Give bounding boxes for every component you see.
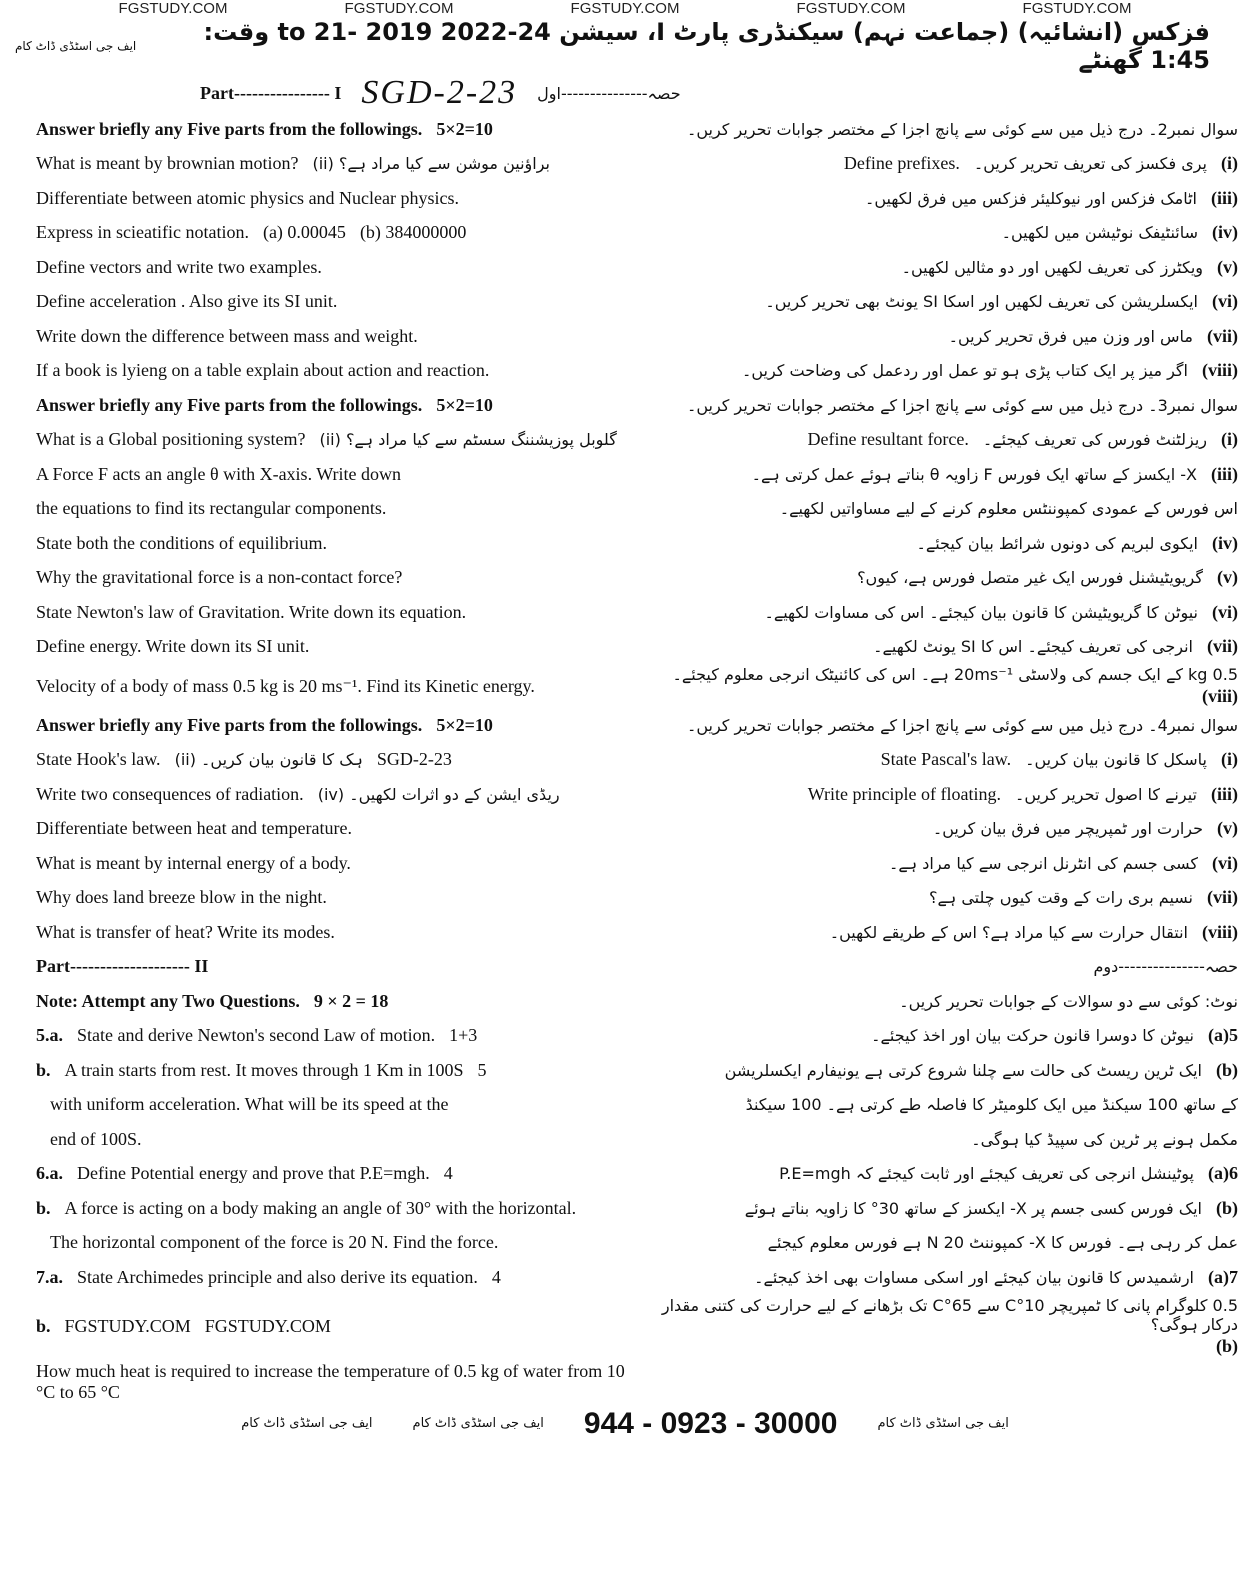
english-text: What is meant by brownian motion? [36, 153, 299, 174]
question-row [0, 1295, 1250, 1358]
english-text: What is meant by internal energy of a body. [36, 852, 351, 873]
section-heading [0, 984, 1250, 1019]
part-number: (iv) [1212, 532, 1238, 553]
part-number: (v) [1217, 256, 1238, 277]
question-right [645, 429, 1238, 450]
part-number: (viii) [1202, 686, 1238, 706]
urdu-text: براؤنین موشن سے کیا مراد ہے؟ (ii) [312, 154, 550, 174]
question-right [645, 716, 1238, 735]
question-left [36, 360, 629, 381]
question-right [645, 1198, 1238, 1219]
question-row [0, 561, 1250, 596]
question-right [645, 602, 1238, 623]
question-right [645, 1267, 1238, 1288]
question-row [0, 1122, 1250, 1157]
paper-title: فزکس (انشائیہ) (جماعت نہم) سیکنڈری پارٹ I، سیشن 24-2022 to 21- 2019 وقت: 1:45 گھنٹے [203, 18, 1210, 74]
paper-header [0, 18, 1250, 74]
urdu-text: 0.5 kg کے ایک جسم کی ولاسٹی 20ms⁻¹ ہے۔ اس کی کائنیٹک انرجی معلوم کیجئے۔ [672, 665, 1238, 684]
urdu-text: ایکوی لبریم کی دونوں شرائط بیان کیجئے۔ [916, 533, 1198, 553]
english-text: Write principle of floating. [807, 783, 1001, 804]
urdu-text: انتقال حرارت سے کیا مراد ہے؟ اس کے طریقے لکھیں۔ [829, 922, 1188, 942]
urdu-text: سوال نمبر3۔ درج ذیل میں سے کوئی سے پانچ اجزا کے مختصر جوابات تحریر کریں۔ [686, 395, 1238, 415]
urdu-text: سوال نمبر2۔ درج ذیل میں سے کوئی سے پانچ اجزا کے مختصر جوابات تحریر کریں۔ [686, 119, 1238, 139]
question-row [0, 1019, 1250, 1054]
part-number: (viii) [1202, 360, 1238, 381]
part-number: (viii) [1202, 921, 1238, 942]
english-text: Define Potential energy and prove that P.E=mgh. [77, 1163, 430, 1184]
question-row [0, 423, 1250, 458]
question-right [645, 818, 1238, 839]
question-left [36, 1129, 629, 1150]
urdu-text: حصہ---------------دوم [1093, 957, 1238, 977]
question-left [36, 715, 629, 736]
english-text: 5×2=10 [436, 394, 493, 415]
urdu-text: نسیم بری رات کے وقت کیوں چلتی ہے؟ [929, 888, 1193, 908]
question-right [645, 922, 1238, 943]
question-row [0, 1226, 1250, 1261]
question-left [36, 922, 629, 943]
question-left [36, 887, 629, 908]
question-left [36, 1025, 629, 1046]
section-heading [0, 388, 1250, 423]
english-text: 5×2=10 [436, 118, 493, 139]
urdu-text: اٹامک فزکس اور نیوکلیئر فزکس میں فرق لکھیں۔ [864, 188, 1197, 208]
question-left [36, 153, 629, 174]
question-left [36, 257, 629, 278]
urdu-text: ایک فورس کسی جسم پر X- ایکسز کے ساتھ 30° کا زاویہ بناتے ہوئے [744, 1198, 1202, 1218]
question-row [0, 147, 1250, 182]
english-text: 5 [477, 1059, 487, 1080]
question-right [645, 853, 1238, 874]
question-left [36, 119, 629, 140]
urdu-text: ماس اور وزن میں فرق تحریر کریں۔ [948, 326, 1193, 346]
english-text: What is a Global positioning system? [36, 429, 306, 450]
part-number: (iii) [1211, 783, 1238, 804]
question-right [645, 257, 1238, 278]
question-right [645, 533, 1238, 554]
part-label: Part---------------- I [200, 82, 342, 103]
question-number: 5.a. [36, 1025, 63, 1046]
part-number: (v) [1217, 567, 1238, 588]
urdu-text: کسی جسم کی انٹرنل انرجی سے کیا مراد ہے۔ [889, 853, 1198, 873]
question-right [645, 1233, 1238, 1252]
english-text: Define resultant force. [807, 429, 969, 450]
question-left [36, 1267, 629, 1288]
question-left [36, 1232, 629, 1253]
english-text: the equations to find its rectangular components. [36, 498, 387, 519]
part-number: (vii) [1207, 325, 1238, 346]
part-number: (vi) [1212, 852, 1238, 873]
question-number: b. [36, 1059, 51, 1080]
question-right [645, 957, 1238, 976]
question-row [0, 1358, 1250, 1404]
question-right [645, 1095, 1238, 1114]
english-text: Differentiate between atomic physics and Nuclear physics. [36, 187, 460, 208]
question-row [0, 492, 1250, 527]
english-text: FGSTUDY.COM [204, 1315, 331, 1336]
part-number: (a)7 [1208, 1266, 1238, 1287]
urdu-text: نیوٹن کا دوسرا قانون حرکت بیان اور اخذ کیجئے۔ [871, 1026, 1194, 1046]
english-text: State and derive Newton's second Law of motion. [77, 1025, 436, 1046]
urdu-text: اگر میز پر ایک کتاب پڑی ہو تو عمل اور ردعمل کی وضاحت کریں۔ [741, 361, 1188, 381]
question-right [645, 887, 1238, 908]
part-number: (vi) [1212, 291, 1238, 312]
question-number: b. [36, 1315, 51, 1336]
english-text: Define prefixes. [843, 153, 960, 174]
question-row [0, 881, 1250, 916]
urdu-text: 0.5 کلوگرام پانی کا ٹمپریچر 10°C سے 65°C تک بڑھانے کے لیے حرارت کی کتنی مقدار درکار ہوگی؟ [661, 1295, 1238, 1334]
english-text: SGD-2-23 [376, 749, 452, 770]
part-number: (b) [1216, 1335, 1238, 1356]
question-row [0, 595, 1250, 630]
question-row [0, 743, 1250, 778]
english-text: Answer briefly any Five parts from the followings. [36, 118, 423, 139]
question-left [36, 326, 629, 347]
english-text: A force is acting on a body making an angle of 30° with the horizontal. [64, 1197, 577, 1218]
question-number: b. [36, 1197, 51, 1218]
urdu-text: گلوبل پوزیشننگ سسٹم سے کیا مراد ہے؟ (ii) [319, 430, 617, 450]
watermark-text: FGSTUDY.COM [796, 0, 906, 17]
part-number: (vi) [1212, 601, 1238, 622]
english-text: Define vectors and write two examples. [36, 256, 322, 277]
urdu-text: ویکٹرز کی تعریف لکھیں اور دو مثالیں لکھیں۔ [901, 257, 1203, 277]
question-row [0, 846, 1250, 881]
english-text: State Newton's law of Gravitation. Write down its equation. [36, 601, 467, 622]
footer-watermark: ایف جی اسٹڈی ڈاٹ کام [412, 1416, 544, 1431]
question-left [36, 291, 629, 312]
question-left [36, 636, 629, 657]
question-left [36, 464, 629, 485]
question-row [0, 1260, 1250, 1295]
urdu-text: ریڈی ایشن کے دو اثرات لکھیں۔ (iv) [317, 784, 560, 804]
question-right [645, 188, 1238, 209]
question-right [645, 749, 1238, 770]
question-left [36, 818, 629, 839]
english-text: with uniform acceleration. What will be its speed at the [50, 1094, 449, 1115]
urdu-text: ایک ٹرین ریسٹ کی حالت سے چلنا شروع کرتی ہے یونیفارم ایکسلریشن [724, 1060, 1202, 1080]
question-row [0, 285, 1250, 320]
english-text: Express in scieatific notation. [36, 222, 249, 243]
question-right [645, 992, 1238, 1011]
part-label-urdu: حصہ---------------اول [537, 83, 681, 103]
footer-watermark: ایف جی اسٹڈی ڈاٹ کام [877, 1416, 1009, 1431]
part-number: (i) [1221, 153, 1238, 174]
urdu-text: X- ایکسز کے ساتھ ایک فورس F زاویہ θ بناتے ہوئے عمل کرتی ہے۔ [751, 464, 1197, 484]
urdu-text: عمل کر رہی ہے۔ فورس کا X- کمپوننٹ N 20 ہے فورس معلوم کیجئے [767, 1233, 1238, 1253]
watermark-text: FGSTUDY.COM [570, 0, 680, 17]
question-row [0, 354, 1250, 389]
english-text: Write two consequences of radiation. [36, 783, 304, 804]
question-left [36, 1060, 629, 1081]
urdu-text: نیوٹن کا گریویٹیشن کا قانون بیان کیجئے۔ اس کی مساوات لکھیے۔ [764, 602, 1198, 622]
paper-code: SGD-2-23 [361, 74, 518, 111]
english-text: State Archimedes principle and also derive its equation. [77, 1266, 478, 1287]
question-right [645, 291, 1238, 312]
question-left [36, 1163, 629, 1184]
part-number: (i) [1221, 429, 1238, 450]
question-left [36, 602, 629, 623]
urdu-text: ایکسلریشن کی تعریف لکھیں اور اسکا SI یونٹ بھی تحریر کریں۔ [765, 292, 1198, 312]
part-number: (b) [1216, 1197, 1238, 1218]
english-text: Answer briefly any Five parts from the followings. [36, 714, 423, 735]
question-left [36, 676, 629, 697]
question-right [645, 499, 1238, 518]
urdu-text: نوٹ: کوئی سے دو سوالات کے جوابات تحریر کریں۔ [899, 991, 1238, 1011]
part-number: (a)6 [1208, 1163, 1238, 1184]
question-left [36, 1359, 629, 1403]
part-number: (b) [1216, 1059, 1238, 1080]
english-text: 4 [491, 1266, 501, 1287]
question-left [36, 853, 629, 874]
question-row [0, 319, 1250, 354]
urdu-text: پاسکل کا قانون بیان کریں۔ [1025, 750, 1207, 770]
urdu-text: ہک کا قانون بیان کریں۔ (ii) [174, 750, 363, 770]
english-text: (a) 0.00045 [262, 222, 346, 243]
english-text: Answer briefly any Five parts from the followings. [36, 394, 423, 415]
urdu-text: انرجی کی تعریف کیجئے۔ اس کا SI یونٹ لکھیے۔ [873, 637, 1193, 657]
part-number: (iii) [1211, 463, 1238, 484]
question-right [645, 1060, 1238, 1081]
question-row [0, 181, 1250, 216]
english-text: The horizontal component of the force is 20 N. Find the force. [50, 1232, 499, 1253]
question-left [36, 429, 629, 450]
english-text: Define acceleration . Also give its SI unit. [36, 291, 338, 312]
english-text: (b) 384000000 [359, 222, 467, 243]
english-text: 9 × 2 = 18 [313, 990, 389, 1011]
english-text: 1+3 [449, 1025, 478, 1046]
urdu-text: پوٹینشل انرجی کی تعریف کیجئے اور ثابت کیجئے کہ P.E=mgh [779, 1164, 1194, 1184]
english-text: 4 [443, 1163, 453, 1184]
urdu-text: کے ساتھ 100 سیکنڈ میں ایک کلومیٹر کا فاصلہ طے کرتی ہے۔ 100 سیکنڈ [745, 1095, 1238, 1115]
question-row [0, 526, 1250, 561]
urdu-text: مکمل ہونے پر ٹرین کی سپیڈ کیا ہوگی۔ [971, 1129, 1238, 1149]
question-left [36, 188, 629, 209]
watermark-text: FGSTUDY.COM [344, 0, 454, 17]
part-number: (iv) [1212, 222, 1238, 243]
question-left [36, 1316, 629, 1337]
question-right [645, 326, 1238, 347]
english-text: Differentiate between heat and temperature. [36, 818, 353, 839]
question-left [36, 395, 629, 416]
urdu-text: گریویٹیشنل فورس ایک غیر متصل فورس ہے، کیوں؟ [857, 568, 1203, 588]
watermark-urdu: ایف جی اسٹڈی ڈاٹ کام [15, 39, 137, 53]
question-row [0, 1088, 1250, 1123]
english-text: Why does land breeze blow in the night. [36, 887, 327, 908]
question-left [36, 991, 629, 1012]
question-row [0, 812, 1250, 847]
watermark-row [0, 0, 1250, 18]
english-text: Define energy. Write down its SI unit. [36, 636, 310, 657]
english-text: FGSTUDY.COM [64, 1315, 191, 1336]
question-right [645, 120, 1238, 139]
question-row [0, 777, 1250, 812]
question-right [645, 784, 1238, 805]
part-number: (a)5 [1208, 1025, 1238, 1046]
question-left [36, 533, 629, 554]
urdu-text: حرارت اور ٹمپریچر میں فرق بیان کریں۔ [932, 819, 1203, 839]
english-text: end of 100S. [50, 1128, 142, 1149]
watermark-text: FGSTUDY.COM [1022, 0, 1132, 17]
question-row [0, 1191, 1250, 1226]
question-left [36, 567, 629, 588]
question-right [645, 464, 1238, 485]
footer-watermark: ایف جی اسٹڈی ڈاٹ کام [241, 1416, 373, 1431]
footer [0, 1404, 1250, 1444]
urdu-text: تیرنے کا اصول تحریر کریں۔ [1014, 784, 1197, 804]
question-left [36, 956, 629, 977]
english-text: Velocity of a body of mass 0.5 kg is 20 ms⁻¹. Find its Kinetic energy. [36, 675, 535, 696]
questions [0, 112, 1250, 1404]
english-text: How much heat is required to increase the temperature of 0.5 kg of water from 10 °C to 65 °C [36, 1360, 625, 1402]
question-right [645, 636, 1238, 657]
question-row [0, 457, 1250, 492]
question-right [645, 360, 1238, 381]
english-text: State both the conditions of equilibrium. [36, 532, 327, 553]
question-number: 6.a. [36, 1163, 63, 1184]
english-text: 5×2=10 [436, 714, 493, 735]
question-row [0, 250, 1250, 285]
part-one-heading [0, 74, 1250, 112]
question-left [36, 1198, 629, 1219]
question-row [0, 664, 1250, 708]
part-number: (vii) [1207, 636, 1238, 657]
question-right [645, 1163, 1238, 1184]
question-right [645, 1296, 1238, 1357]
urdu-text: ریزلٹنٹ فورس کی تعریف کیجئے۔ [982, 430, 1207, 450]
watermark-text: FGSTUDY.COM [118, 0, 228, 17]
urdu-text: اس فورس کے عمودی کمپوننٹس معلوم کرنے کے لیے مساواتیں لکھیے۔ [779, 499, 1238, 519]
english-text: If a book is lyieng on a table explain about action and reaction. [36, 360, 490, 381]
question-left [36, 1094, 629, 1115]
english-text: State Pascal's law. [880, 749, 1012, 770]
question-left [36, 222, 629, 243]
question-right [645, 1130, 1238, 1149]
section-heading [0, 708, 1250, 743]
section-heading [0, 112, 1250, 147]
question-row [0, 1053, 1250, 1088]
part-number: (vii) [1207, 887, 1238, 908]
question-row [0, 630, 1250, 665]
urdu-text: سوال نمبر4۔ درج ذیل میں سے کوئی سے پانچ اجزا کے مختصر جوابات تحریر کریں۔ [686, 715, 1238, 735]
question-number: 7.a. [36, 1266, 63, 1287]
section-heading [0, 950, 1250, 985]
question-left [36, 784, 629, 805]
question-row [0, 915, 1250, 950]
english-text: A train starts from rest. It moves through 1 Km in 100S [64, 1059, 464, 1080]
english-text: Why the gravitational force is a non-contact force? [36, 567, 403, 588]
urdu-text: سائنٹیفک نوٹیشن میں لکھیں۔ [1001, 223, 1198, 243]
part-number: (v) [1217, 818, 1238, 839]
english-text: What is transfer of heat? Write its modes. [36, 921, 335, 942]
question-right [645, 222, 1238, 243]
urdu-text: ارشمیدس کا قانون بیان کیجئے اور اسکی مساوات بھی اخذ کیجئے۔ [754, 1267, 1194, 1287]
phone-number: 944 - 0923 - 30000 [583, 1406, 838, 1440]
question-right [645, 396, 1238, 415]
part-number: (iii) [1211, 187, 1238, 208]
english-text: Write down the difference between mass and weight. [36, 325, 418, 346]
english-text: Part-------------------- II [36, 956, 209, 977]
question-left [36, 749, 629, 770]
question-row [0, 1157, 1250, 1192]
english-text: State Hook's law. [36, 749, 161, 770]
question-right [645, 153, 1238, 174]
question-right [645, 665, 1238, 707]
question-row [0, 216, 1250, 251]
question-right [645, 567, 1238, 588]
question-right [645, 1025, 1238, 1046]
english-text: Note: Attempt any Two Questions. [36, 990, 300, 1011]
english-text: A Force F acts an angle θ with X-axis. Write down [36, 463, 401, 484]
urdu-text: پری فکسز کی تعریف تحریر کریں۔ [973, 154, 1207, 174]
question-left [36, 498, 629, 519]
part-number: (i) [1221, 749, 1238, 770]
